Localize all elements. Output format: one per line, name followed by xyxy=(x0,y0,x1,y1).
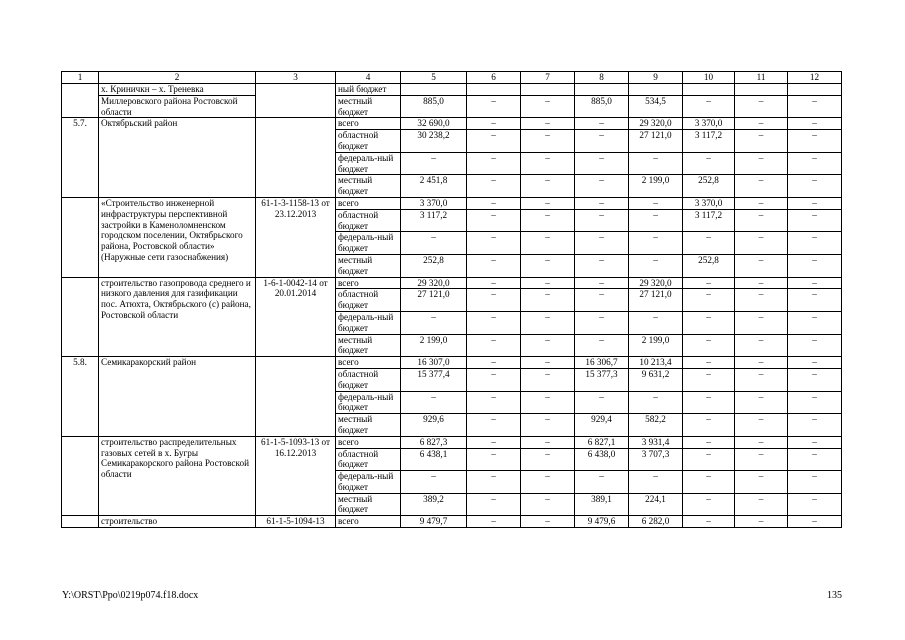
cell-value: – xyxy=(788,289,842,312)
cell-num: 5.8. xyxy=(62,357,99,437)
cell-value: – xyxy=(788,152,842,175)
table-row xyxy=(62,95,842,118)
cell-value: – xyxy=(467,436,521,448)
cell-value: – xyxy=(735,289,788,312)
cell-value: – xyxy=(401,232,467,255)
cell-value: – xyxy=(735,334,788,357)
cell-budget: местный бюджет xyxy=(336,493,401,516)
cell-value: – xyxy=(467,448,521,471)
cell-value: – xyxy=(735,175,788,198)
cell-value: – xyxy=(467,152,521,175)
cell-value: 27 121,0 xyxy=(629,130,683,153)
cell-value: – xyxy=(629,152,683,175)
cell-value: 9 479,7 xyxy=(401,516,467,528)
cell-value: – xyxy=(735,152,788,175)
cell-value: – xyxy=(467,368,521,391)
cell-value: – xyxy=(467,311,521,334)
cell-value: 929,6 xyxy=(401,414,467,437)
cell-code xyxy=(256,357,336,437)
cell-budget: федераль-ный бюджет xyxy=(336,232,401,255)
column-header: 9 xyxy=(629,72,683,84)
cell-value: – xyxy=(467,493,521,516)
cell-value: – xyxy=(575,232,629,255)
cell-value: – xyxy=(521,311,575,334)
cell-value: – xyxy=(683,436,735,448)
column-header: 7 xyxy=(521,72,575,84)
cell-value: – xyxy=(683,334,735,357)
cell-value: – xyxy=(788,197,842,209)
cell-value: – xyxy=(683,516,735,528)
cell-value: 6 827,1 xyxy=(575,436,629,448)
cell-value: 2 199,0 xyxy=(401,334,467,357)
column-header: 3 xyxy=(256,72,336,84)
cell-value: 6 827,3 xyxy=(401,436,467,448)
cell-value: – xyxy=(467,357,521,369)
cell-value: – xyxy=(467,277,521,289)
cell-value: 2 199,0 xyxy=(629,334,683,357)
cell-value: – xyxy=(788,368,842,391)
cell-value xyxy=(683,84,735,96)
cell-value: 27 121,0 xyxy=(629,289,683,312)
cell-value: – xyxy=(735,448,788,471)
cell-num xyxy=(62,277,99,357)
column-header: 2 xyxy=(99,72,256,84)
cell-value: – xyxy=(575,130,629,153)
cell-value: – xyxy=(735,391,788,414)
cell-budget: областной бюджет xyxy=(336,289,401,312)
cell-value: – xyxy=(735,516,788,528)
cell-value: – xyxy=(683,391,735,414)
cell-num xyxy=(62,197,99,277)
cell-value: – xyxy=(521,130,575,153)
cell-value: – xyxy=(683,289,735,312)
cell-value: 9 479,6 xyxy=(575,516,629,528)
cell-value: – xyxy=(521,357,575,369)
cell-value: – xyxy=(401,391,467,414)
cell-value xyxy=(629,84,683,96)
cell-value: – xyxy=(467,197,521,209)
table-row xyxy=(62,197,842,209)
cell-budget: федераль-ный бюджет xyxy=(336,152,401,175)
cell-value: – xyxy=(788,471,842,494)
cell-value: – xyxy=(575,254,629,277)
cell-value: – xyxy=(788,277,842,289)
cell-value: – xyxy=(467,118,521,130)
cell-value: – xyxy=(629,471,683,494)
budget-table xyxy=(61,71,842,528)
cell-value: – xyxy=(467,516,521,528)
cell-value: – xyxy=(735,493,788,516)
cell-budget: местный бюджет xyxy=(336,175,401,198)
cell-value: – xyxy=(467,209,521,232)
cell-value: 29 320,0 xyxy=(629,118,683,130)
cell-value: – xyxy=(735,277,788,289)
cell-value: – xyxy=(735,368,788,391)
cell-value: – xyxy=(521,368,575,391)
cell-num xyxy=(62,436,99,516)
column-header: 12 xyxy=(788,72,842,84)
cell-value: – xyxy=(735,414,788,437)
table-row xyxy=(62,277,842,289)
cell-budget: местный бюджет xyxy=(336,95,401,118)
cell-value: – xyxy=(735,471,788,494)
column-header: 8 xyxy=(575,72,629,84)
cell-value xyxy=(735,84,788,96)
cell-value: – xyxy=(629,254,683,277)
column-header: 5 xyxy=(401,72,467,84)
cell-budget: всего xyxy=(336,357,401,369)
header-row xyxy=(62,72,842,84)
cell-value: 2 451,8 xyxy=(401,175,467,198)
cell-value: 389,1 xyxy=(575,493,629,516)
cell-value: – xyxy=(735,197,788,209)
cell-value: 3 707,3 xyxy=(629,448,683,471)
cell-value: – xyxy=(683,152,735,175)
cell-code: 61-1-3-1158-13 от 23.12.2013 xyxy=(256,197,336,277)
cell-value: – xyxy=(467,175,521,198)
cell-value: – xyxy=(683,357,735,369)
cell-value: – xyxy=(401,471,467,494)
cell-value xyxy=(467,84,521,96)
cell-value: – xyxy=(521,414,575,437)
column-header: 1 xyxy=(62,72,99,84)
cell-value: – xyxy=(521,152,575,175)
cell-budget: всего xyxy=(336,197,401,209)
cell-value: 29 320,0 xyxy=(401,277,467,289)
cell-value: – xyxy=(401,152,467,175)
cell-value xyxy=(575,84,629,96)
cell-value: – xyxy=(521,436,575,448)
cell-value: – xyxy=(521,197,575,209)
cell-budget: областной бюджет xyxy=(336,368,401,391)
file-path: Y:\ORST\Ppo\0219p074.f18.docx xyxy=(62,590,199,601)
cell-value: – xyxy=(788,95,842,118)
cell-budget: областной бюджет xyxy=(336,209,401,232)
cell-value: – xyxy=(521,277,575,289)
cell-budget: федераль-ный бюджет xyxy=(336,391,401,414)
cell-value: – xyxy=(683,448,735,471)
table-row xyxy=(62,436,842,448)
cell-budget: местный бюджет xyxy=(336,414,401,437)
cell-value: 16 306,7 xyxy=(575,357,629,369)
cell-value: – xyxy=(788,414,842,437)
cell-value: – xyxy=(735,311,788,334)
cell-value: – xyxy=(629,232,683,255)
cell-value: – xyxy=(521,493,575,516)
cell-value: – xyxy=(521,232,575,255)
cell-budget: федераль-ный бюджет xyxy=(336,311,401,334)
column-header: 6 xyxy=(467,72,521,84)
cell-value: – xyxy=(735,118,788,130)
cell-value: – xyxy=(683,368,735,391)
cell-budget: областной бюджет xyxy=(336,448,401,471)
cell-value: – xyxy=(521,289,575,312)
cell-value: – xyxy=(788,311,842,334)
cell-value: – xyxy=(735,130,788,153)
cell-value: 27 121,0 xyxy=(401,289,467,312)
cell-budget: областной бюджет xyxy=(336,130,401,153)
cell-value: – xyxy=(575,175,629,198)
cell-num xyxy=(62,516,99,528)
cell-value: – xyxy=(467,289,521,312)
column-header: 4 xyxy=(336,72,401,84)
cell-value: – xyxy=(575,152,629,175)
cell-value: – xyxy=(521,118,575,130)
table-row xyxy=(62,357,842,369)
cell-value: – xyxy=(788,232,842,255)
cell-value: – xyxy=(521,209,575,232)
cell-value: – xyxy=(788,118,842,130)
cell-value: 929,4 xyxy=(575,414,629,437)
cell-value: 30 238,2 xyxy=(401,130,467,153)
cell-value: – xyxy=(735,232,788,255)
column-header: 11 xyxy=(735,72,788,84)
cell-value: 3 117,2 xyxy=(401,209,467,232)
cell-value: – xyxy=(788,209,842,232)
cell-value: – xyxy=(788,254,842,277)
cell-value: – xyxy=(575,311,629,334)
column-header: 10 xyxy=(683,72,735,84)
cell-value: – xyxy=(683,95,735,118)
cell-value: 10 213,4 xyxy=(629,357,683,369)
cell-value: – xyxy=(629,209,683,232)
cell-value: 6 438,1 xyxy=(401,448,467,471)
cell-budget: ный бюджет xyxy=(336,84,401,96)
cell-value: – xyxy=(788,448,842,471)
cell-value xyxy=(788,84,842,96)
cell-value: – xyxy=(521,391,575,414)
cell-value: 32 690,0 xyxy=(401,118,467,130)
cell-value: 29 320,0 xyxy=(629,277,683,289)
cell-name: Октябрьский район xyxy=(99,118,256,198)
cell-value: – xyxy=(575,209,629,232)
cell-num: 5.7. xyxy=(62,118,99,198)
cell-num xyxy=(62,84,99,118)
cell-value: – xyxy=(467,232,521,255)
cell-value: – xyxy=(521,254,575,277)
cell-value: – xyxy=(521,95,575,118)
cell-name: Семикаракорский район xyxy=(99,357,256,437)
cell-name: строительство газопровода среднего и низкого давления для газификации пос. Атюхта, Октябрьского (с) района, Ростовской области xyxy=(99,277,256,357)
cell-value: – xyxy=(735,95,788,118)
cell-value: – xyxy=(401,311,467,334)
cell-value: – xyxy=(788,493,842,516)
cell-budget: всего xyxy=(336,118,401,130)
table-row xyxy=(62,84,842,96)
cell-budget: местный бюджет xyxy=(336,334,401,357)
cell-value: – xyxy=(521,175,575,198)
cell-value: – xyxy=(575,334,629,357)
cell-value: 252,8 xyxy=(683,254,735,277)
page-number: 135 xyxy=(827,590,842,601)
cell-value: – xyxy=(467,95,521,118)
cell-value: 6 438,0 xyxy=(575,448,629,471)
cell-value: – xyxy=(788,130,842,153)
cell-code: 61-1-5-1093-13 от 16.12.2013 xyxy=(256,436,336,516)
cell-value: – xyxy=(521,334,575,357)
cell-value: – xyxy=(788,175,842,198)
cell-value: – xyxy=(629,391,683,414)
cell-value: – xyxy=(683,311,735,334)
cell-value: – xyxy=(521,471,575,494)
cell-value: – xyxy=(788,436,842,448)
cell-value: – xyxy=(683,414,735,437)
cell-value: – xyxy=(575,289,629,312)
cell-value: 3 117,2 xyxy=(683,130,735,153)
cell-value: – xyxy=(467,414,521,437)
cell-value: – xyxy=(683,471,735,494)
cell-value: – xyxy=(575,118,629,130)
cell-value: 885,0 xyxy=(575,95,629,118)
cell-value: – xyxy=(735,436,788,448)
cell-value: 3 370,0 xyxy=(683,118,735,130)
cell-value: – xyxy=(467,254,521,277)
cell-name: Миллеровского района Ростовской области xyxy=(99,95,256,118)
cell-value: 3 931,4 xyxy=(629,436,683,448)
cell-value: – xyxy=(575,277,629,289)
cell-value: – xyxy=(629,311,683,334)
cell-value: 3 117,2 xyxy=(683,209,735,232)
cell-value: 252,8 xyxy=(683,175,735,198)
cell-value: – xyxy=(788,391,842,414)
cell-value: – xyxy=(788,516,842,528)
cell-value: 9 631,2 xyxy=(629,368,683,391)
cell-value: 6 282,0 xyxy=(629,516,683,528)
cell-value: 224,1 xyxy=(629,493,683,516)
cell-code: 61-1-5-1094-13 xyxy=(256,516,336,528)
cell-value: – xyxy=(521,516,575,528)
cell-value: – xyxy=(735,254,788,277)
cell-value xyxy=(521,84,575,96)
cell-value: 389,2 xyxy=(401,493,467,516)
cell-value: – xyxy=(735,357,788,369)
cell-value: 582,2 xyxy=(629,414,683,437)
cell-value: 3 370,0 xyxy=(683,197,735,209)
table-row xyxy=(62,118,842,130)
cell-value: 534,5 xyxy=(629,95,683,118)
cell-name: строительство распределительных газовых сетей в х. Бугры Семикаракорского района Ростовской области xyxy=(99,436,256,516)
cell-code xyxy=(256,84,336,118)
cell-name: строительство xyxy=(99,516,256,528)
cell-value: – xyxy=(788,334,842,357)
cell-budget: всего xyxy=(336,516,401,528)
cell-value: – xyxy=(575,197,629,209)
cell-value: – xyxy=(788,357,842,369)
cell-budget: федераль-ный бюджет xyxy=(336,471,401,494)
cell-value: – xyxy=(683,493,735,516)
cell-value: 16 307,0 xyxy=(401,357,467,369)
cell-value: – xyxy=(467,130,521,153)
cell-value: – xyxy=(683,232,735,255)
cell-value: – xyxy=(735,209,788,232)
cell-name: «Строительство инженерной инфраструктуры перспективной застройки в Каменоломненском городском поселении, Октябрьского района, Ростовской области» (Наружные сети газоснабжения) xyxy=(99,197,256,277)
cell-name: х. Криничкн – х. Треневка xyxy=(99,84,256,96)
table-body xyxy=(62,72,842,528)
cell-value: – xyxy=(467,391,521,414)
cell-value: 15 377,4 xyxy=(401,368,467,391)
table-row xyxy=(62,516,842,528)
cell-code: 1-6-1-0042-14 от 20.01.2014 xyxy=(256,277,336,357)
cell-value: 3 370,0 xyxy=(401,197,467,209)
cell-value: – xyxy=(467,471,521,494)
cell-value: – xyxy=(629,197,683,209)
cell-value: 15 377,3 xyxy=(575,368,629,391)
cell-value: – xyxy=(683,277,735,289)
cell-budget: местный бюджет xyxy=(336,254,401,277)
cell-value: 252,8 xyxy=(401,254,467,277)
cell-value xyxy=(401,84,467,96)
cell-value: – xyxy=(575,471,629,494)
cell-code xyxy=(256,118,336,198)
cell-value: – xyxy=(575,391,629,414)
cell-value: – xyxy=(521,448,575,471)
cell-value: 2 199,0 xyxy=(629,175,683,198)
cell-budget: всего xyxy=(336,436,401,448)
cell-value: 885,0 xyxy=(401,95,467,118)
cell-budget: всего xyxy=(336,277,401,289)
cell-value: – xyxy=(467,334,521,357)
